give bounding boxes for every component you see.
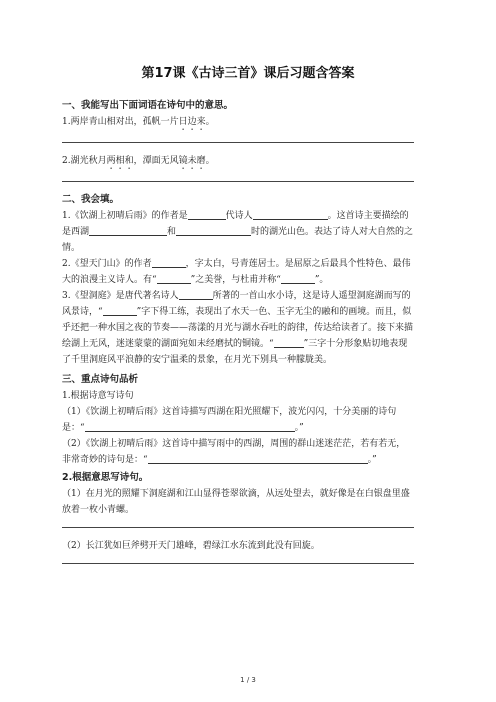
- content: [62, 96, 414, 574]
- fill-question-1: 1.《饮湖上初晴后雨》的作者是 代诗人 。这首诗主要描绘的是西湖 和 时的湖光山色。表达了诗人对大自然的之情。: [62, 211, 414, 253]
- subsection-2: 2.根据意思写诗句。: [62, 472, 149, 483]
- fill-question-2: 2.《望天门山》的作者 ，字太白，号青莲居士。是屈原之后最具个性特色、最伟大的浪漫主义诗人。有“ ”之美誉，与杜甫并称“ ”。: [62, 259, 411, 285]
- section-3-heading: 三、重点诗句品析: [62, 374, 139, 385]
- section-1-heading: 一、我能写出下面词语在诗句中的意思。: [62, 100, 234, 111]
- answer-blank[interactable]: [253, 209, 328, 220]
- answer-line: [62, 142, 414, 143]
- answer-blank[interactable]: [152, 257, 186, 268]
- answer-blank[interactable]: [179, 289, 213, 300]
- answer-blank[interactable]: [157, 273, 191, 284]
- answer-blank[interactable]: [188, 209, 226, 220]
- answer-blank[interactable]: [176, 225, 251, 236]
- answer-line: [62, 181, 414, 182]
- question-1-1: 1.两岸青山相对出，孤帆一片日边来。: [62, 117, 215, 127]
- answer-blank[interactable]: [85, 421, 295, 432]
- answer-blank[interactable]: [148, 453, 368, 464]
- meaning-question-2: （2）长江犹如巨斧劈开天门雄峰，碧绿江水东流到此没有回旋。: [62, 541, 320, 551]
- question-1-2: 2.湖光秋月两相和，潭面无风镜未磨。: [62, 156, 215, 166]
- answer-line: [62, 563, 414, 564]
- answer-blank[interactable]: [281, 273, 315, 284]
- meaning-question-1: （1）在月光的照耀下洞庭湖和江山显得苍翠欲滴，从远处望去，就好像是在白银盘里盛放着一枚小青螺。: [62, 489, 410, 515]
- page-number: 1 / 3: [240, 676, 256, 684]
- answer-blank[interactable]: [274, 337, 304, 348]
- answer-line: [62, 527, 414, 528]
- fill-question-3: 3.《望洞庭》是唐代著名诗人 所著的一首山水小诗，这是诗人遥望洞庭湖而写的风景诗，“ ”字下得工练，表现出了水天一色、玉字无尘的融和的画境。而且，似乎还把一种水国之夜的节奏——荡漾的月光与湖水吞吐的韵律，传达给读者了。接下来描绘湖上无风，迷迷蒙蒙的湖面宛如未经磨拭的铜镜。“ ”三字十分形象贴切地表现了千里洞庭风平浪静的安宁温柔的景象，在月光下别具一种朦胧美。: [62, 291, 414, 365]
- subsection-1: 1.根据诗意写诗句: [62, 391, 134, 401]
- answer-blank[interactable]: [89, 225, 167, 236]
- analysis-question-1: （1）《饮湖上初晴后雨》这首诗描写西湖在阳光照耀下，波光闪闪，十分美丽的诗句是：“ 。”: [62, 407, 397, 433]
- analysis-question-2: （2）《饮湖上初晴后雨》这首诗中描写雨中的西湖，周围的群山迷迷茫茫，若有若无，非常奇妙的诗句是：“ 。”: [62, 439, 406, 465]
- page-title: 第17课《古诗三首》课后习题含答案: [141, 66, 355, 81]
- section-2-heading: 二、我会填。: [62, 194, 120, 205]
- answer-blank[interactable]: [103, 305, 137, 316]
